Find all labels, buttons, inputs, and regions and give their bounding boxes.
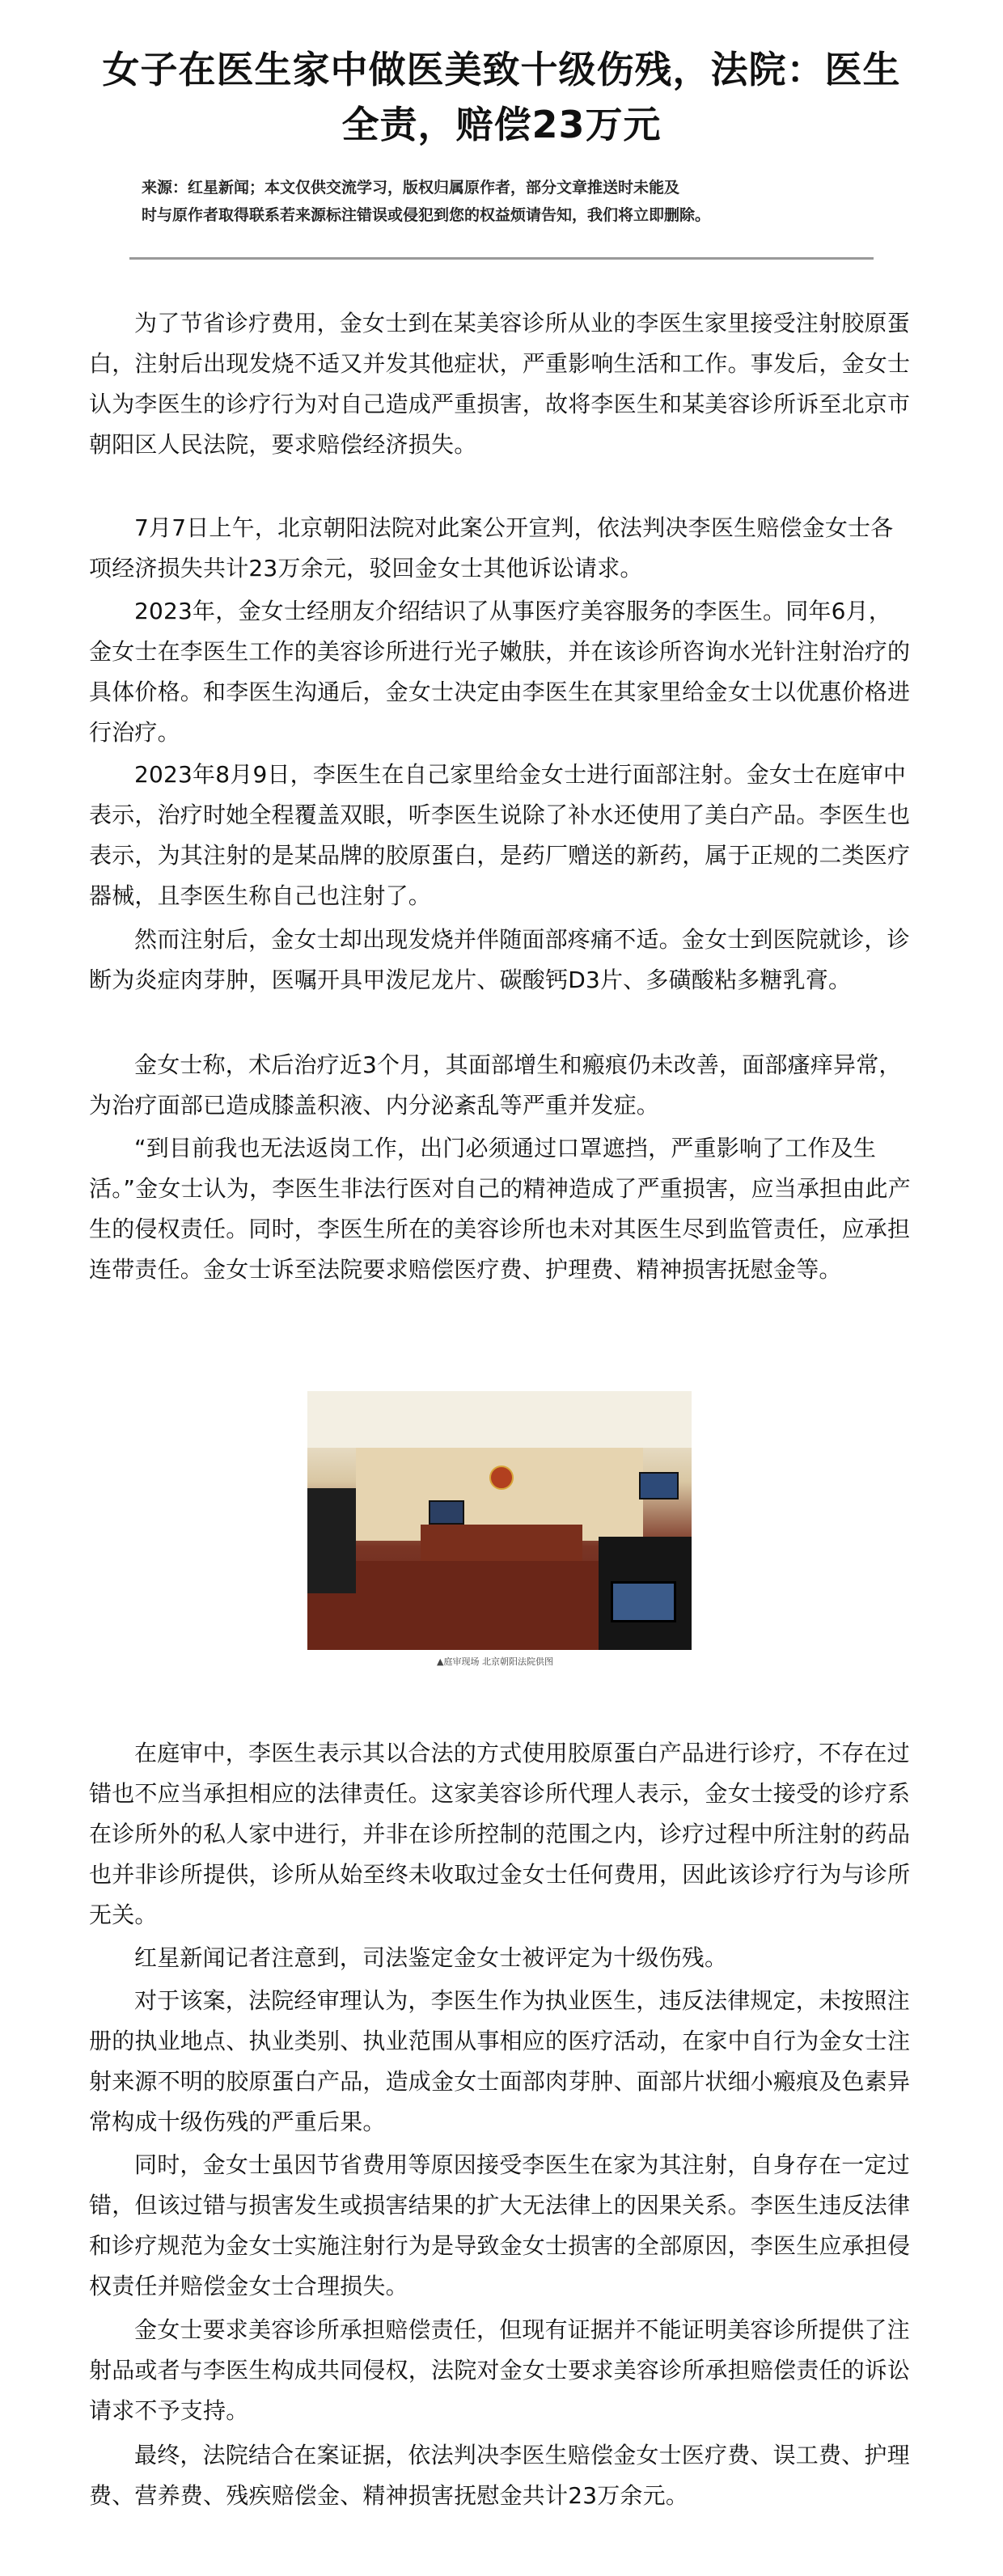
photo-caption: ▲庭审现场 北京朝阳法院供图 xyxy=(437,1656,553,1667)
paragraph-9: 红星新闻记者注意到，司法鉴定金女士被评定为十级伤残。 xyxy=(134,1944,728,1971)
paragraph-1: 为了节省诊疗费用，金女士到在某美容诊所从业的李医生家里接受注射胶原蛋白，注射后出现发烧不适又并发其他症状，严重影响生活和工作。事发后，金女士认为李医生的诊疗行为对自己造成严重损害，故将李医生和某美容诊所诉至北京市朝阳区人民法院，要求赔偿经济损失。 xyxy=(89,310,911,458)
paragraph-10: 对于该案，法院经审理认为，李医生作为执业医生，违反法律规定，未按照注册的执业地点、执业类别、执业范围从事相应的医疗活动，在家中自行为金女士注射来源不明的胶原蛋白产品，造成金女士面部肉芽肿、面部片状细小瘢痕及色素异常构成十级伤残的严重后果。 xyxy=(89,1987,911,2135)
courtroom-photo xyxy=(307,1391,692,1650)
court-emblem xyxy=(489,1466,514,1490)
article-title-line-2: 全责，赔偿23万元 xyxy=(341,103,662,146)
wall-screen-left xyxy=(429,1500,464,1525)
paragraph-8: 在庭审中，李医生表示其以合法的方式使用胶原蛋白产品进行诊疗，不存在过错也不应当承担相应的法律责任。这家美容诊所代理人表示，金女士接受的诊疗系在诊所外的私人家中进行，并非在诊所控制的范围之内，诊疗过程中所注射的药品也并非诊所提供，诊所从始至终未收取过金女士任何费用，因此该诊疗行为与诊所无关。 xyxy=(89,1740,911,1928)
paragraph-4: 2023年8月9日，李医生在自己家里给金女士进行面部注射。金女士在庭审中表示，治疗时她全程覆盖双眼，听李医生说除了补水还使用了美白产品。李医生也表示，为其注射的是某品牌的胶原蛋白，是药厂赠送的新药，属于正规的二类医疗器械，且李医生称自己也注射了。 xyxy=(89,761,911,909)
article-title xyxy=(49,42,954,152)
paragraph-7: “到目前我也无法返岗工作，出门必须通过口罩遮挡，严重影响了工作及生活。”金女士认为，李医生非法行医对自己的精神造成了严重损害，应当承担由此产生的侵权责任。同时，李医生所在的美容诊所也未对其医生尽到监管责任，应承担连带责任。金女士诉至法院要求赔偿医疗费、护理费、精神损害抚慰金等。 xyxy=(89,1135,911,1283)
judge-bench xyxy=(421,1525,582,1561)
paragraph-12: 金女士要求美容诊所承担赔偿责任，但现有证据并不能证明美容诊所提供了注射品或者与李医生构成共同侵权，法院对金女士要求美容诊所承担赔偿责任的诉讼请求不予支持。 xyxy=(89,2316,911,2424)
camera-monitor xyxy=(611,1581,676,1622)
source-notice-line-2: 时与原作者取得联系若来源标注错误或侵犯到您的权益烦请告知，我们将立即删除。 xyxy=(142,206,711,224)
paragraph-5: 然而注射后，金女士却出现发烧并伴随面部疼痛不适。金女士到医院就诊，诊断为炎症肉芽肿，医嘱开具甲泼尼龙片、碳酸钙D3片、多磺酸粘多糖乳膏。 xyxy=(89,926,910,993)
paragraph-6: 金女士称，术后治疗近3个月，其面部增生和瘢痕仍未改善，面部瘙痒异常，为治疗面部已造成膝盖积液、内分泌紊乱等严重并发症。 xyxy=(89,1051,902,1119)
header-divider xyxy=(129,257,874,260)
paragraph-11: 同时，金女士虽因节省费用等原因接受李医生在家为其注射，自身存在一定过错，但该过错与损害发生或损害结果的扩大无法律上的因果关系。李医生违反法律和诊疗规范为金女士实施注射行为是导致金女士损害的全部原因，李医生应承担侵权责任并赔偿金女士合理损失。 xyxy=(89,2151,911,2299)
article-title-line-1: 女子在医生家中做医美致十级伤残，法院：医生 xyxy=(102,48,901,91)
source-notice-line-1: 来源：红星新闻；本文仅供交流学习，版权归属原作者，部分文章推送时未能及 xyxy=(142,179,680,197)
paragraph-2: 7月7日上午，北京朝阳法院对此案公开宣判，依法判决李医生赔偿金女士各项经济损失共计23万余元，驳回金女士其他诉讼请求。 xyxy=(89,514,894,582)
paragraph-3: 2023年，金女士经朋友介绍结识了从事医疗美容服务的李医生。同年6月，金女士在李医生工作的美容诊所进行光子嫩肤，并在该诊所咨询水光针注射治疗的具体价格。和李医生沟通后，金女士决定由李医生在其家里给金女士以优惠价格进行治疗。 xyxy=(89,598,911,746)
courtroom-ceiling xyxy=(307,1391,692,1448)
camera-left xyxy=(307,1488,356,1593)
wall-screen-right xyxy=(639,1472,679,1499)
paragraph-13: 最终，法院结合在案证据，依法判决李医生赔偿金女士医疗费、误工费、护理费、营养费、残疾赔偿金、精神损害抚慰金共计23万余元。 xyxy=(89,2442,910,2509)
source-notice xyxy=(142,174,870,229)
